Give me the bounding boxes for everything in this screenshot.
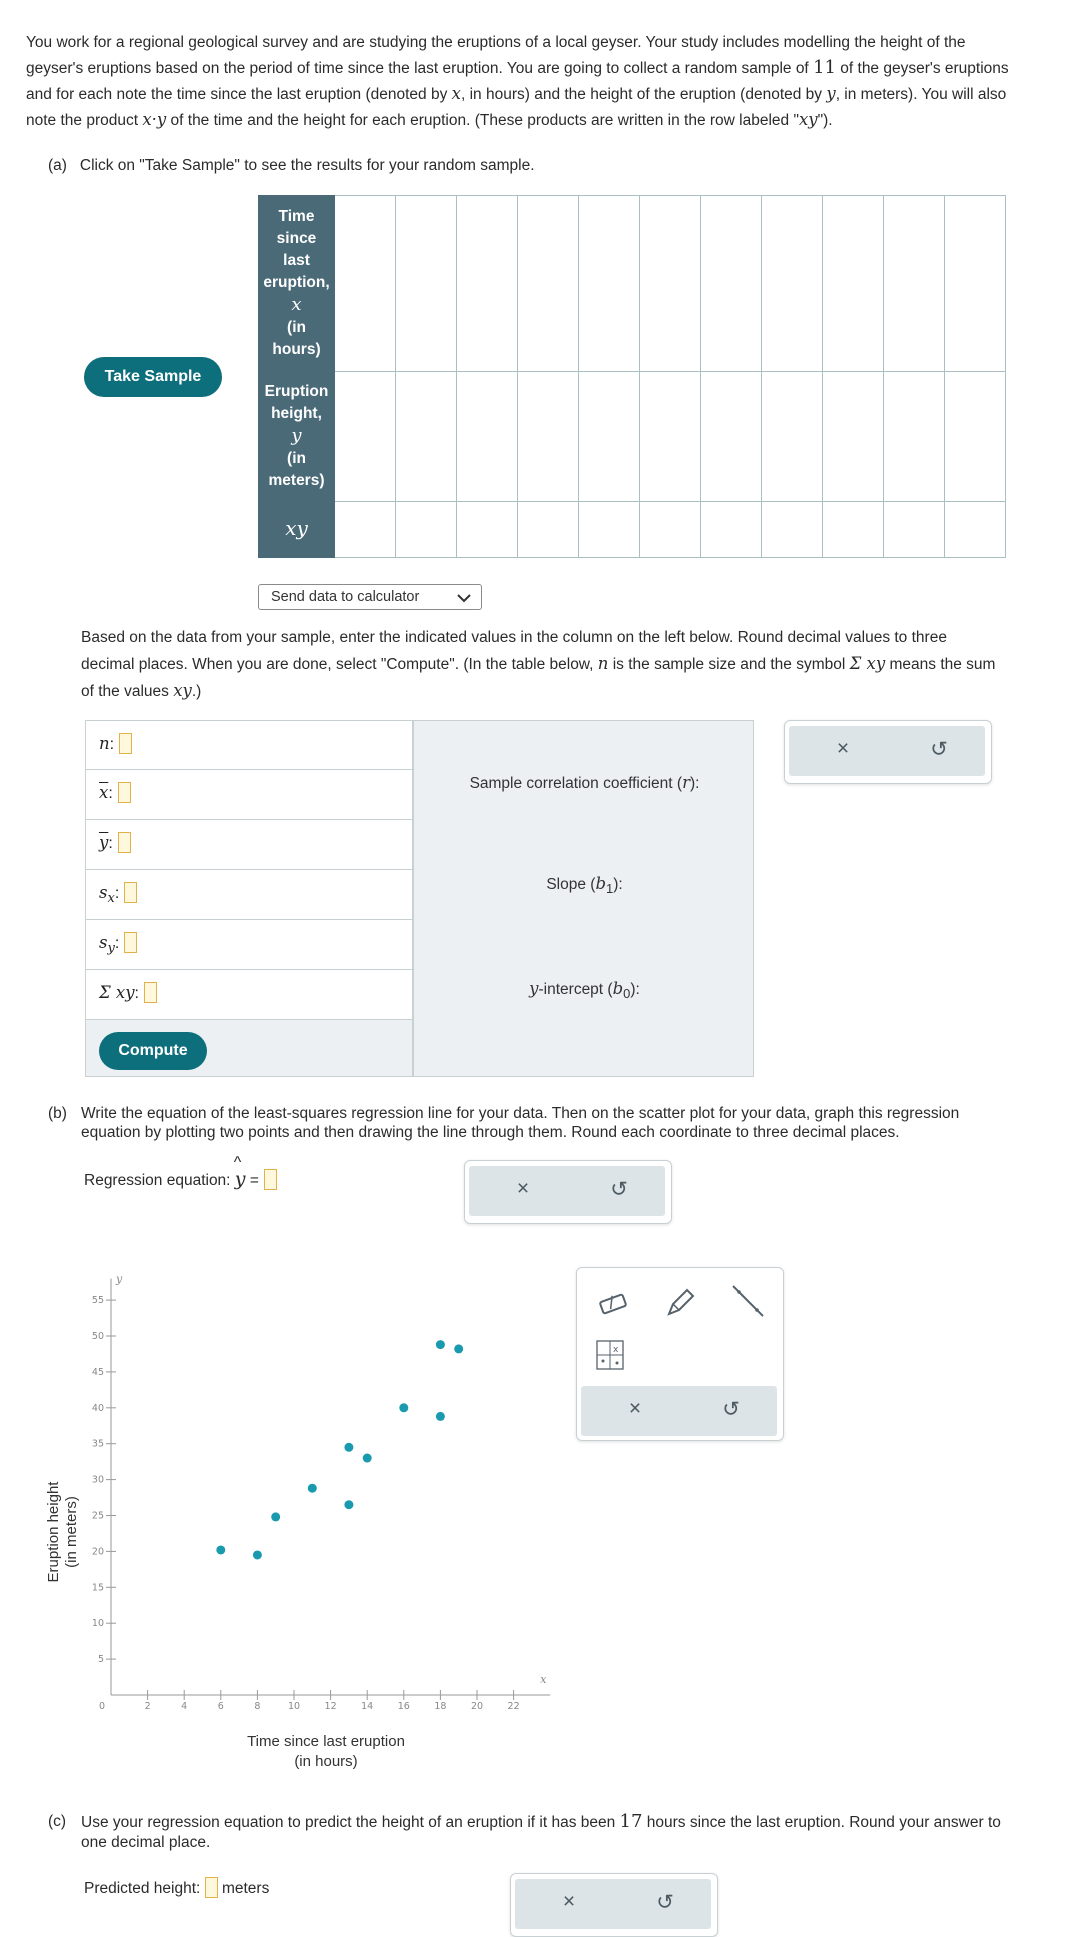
- data-point: [344, 1443, 353, 1452]
- sx-input[interactable]: [124, 882, 137, 903]
- data-cell: [579, 372, 640, 502]
- data-cell: [335, 502, 396, 558]
- data-cell: [518, 372, 579, 502]
- data-cell: [518, 196, 579, 372]
- data-cell: [396, 502, 457, 558]
- problem-intro: You work for a regional geological survey and are studying the eruptions of a local geyser. Your study includes modelling the height of the geyser's eruptions based on the period of time since the last eruption. You are going to collect a random sample of 11 of the geyser's eruptions and for each note the time since the last eruption (denoted by x, in hours) and the height of the eruption (denoted by y, in meters). You will also note the product x·y of the time and the height for each eruption. (These products are written in the row labeled "xy").: [26, 34, 1009, 129]
- data-cell: [884, 372, 945, 502]
- part-c-toolbar: [510, 1873, 718, 1937]
- results-panel: [413, 720, 754, 1077]
- scatter-plot[interactable]: [0, 1250, 580, 1780]
- data-cell: [457, 372, 518, 502]
- part-b-instruction: (b) Write the equation of the least-squares regression line for your data. Then on the scatter plot for your data, graph this regression equation by plotting two points and then drawing the line through them. Round each coordinate to three decimal places.: [48, 1105, 960, 1141]
- chevron-down-icon: [457, 593, 471, 603]
- intercept-label: y-intercept $(b_0)$:: [529, 979, 640, 1002]
- pencil-icon[interactable]: [669, 1290, 693, 1314]
- origin-label: 0: [98, 1701, 106, 1712]
- data-point: [271, 1512, 280, 1521]
- part-c-instruction: (c) Use your regression equation to predict the height of an eruption if it has been 17 hours since the last eruption. Round your answer to one decimal place.: [48, 1811, 1001, 1851]
- sample-data-table: [258, 195, 1006, 558]
- data-cell: [823, 196, 884, 372]
- x-tick-label: 2: [144, 1701, 151, 1712]
- x-tick-label: 10: [287, 1701, 301, 1712]
- time-row-header: Time since last eruption, x (in hours): [259, 196, 335, 372]
- data-cell: [701, 196, 762, 372]
- sample-size-value: 11: [813, 57, 836, 78]
- data-cell: [884, 502, 945, 558]
- data-cell: [762, 196, 823, 372]
- undo-icon[interactable]: ↺: [656, 1891, 674, 1914]
- data-point: [436, 1412, 445, 1421]
- point-grid-icon[interactable]: [597, 1341, 623, 1369]
- x-tick-label: 12: [324, 1701, 337, 1712]
- data-cell: [640, 196, 701, 372]
- part-b-toolbar: [464, 1160, 672, 1224]
- clear-icon[interactable]: ×: [562, 1890, 576, 1913]
- send-data-select[interactable]: Send data to calculator: [258, 584, 482, 610]
- predicted-height-input[interactable]: [205, 1877, 218, 1898]
- data-cell: [701, 372, 762, 502]
- sumxy-input[interactable]: [144, 982, 157, 1003]
- y-axis-title-line2: (in meters): [63, 1496, 80, 1568]
- data-point: [308, 1484, 317, 1493]
- data-cell: [823, 502, 884, 558]
- data-point: [399, 1403, 408, 1412]
- ybar-input[interactable]: [118, 832, 131, 853]
- data-point: [344, 1500, 353, 1509]
- x-tick-label: 18: [434, 1701, 447, 1712]
- x-tick-label: 22: [507, 1701, 520, 1712]
- data-point: [363, 1454, 372, 1463]
- y-tick-label: 10: [91, 1618, 104, 1630]
- statistics-inputs: [85, 720, 413, 1077]
- y-tick-label: 5: [97, 1654, 104, 1666]
- data-cell: [335, 196, 396, 372]
- y-tick-label: 15: [91, 1582, 104, 1594]
- clear-icon[interactable]: ×: [516, 1177, 530, 1200]
- x-tick-label: 20: [470, 1701, 484, 1712]
- predicted-height: Predicted height: meters: [84, 1877, 269, 1898]
- x-axis-title-line2: (in hours): [294, 1753, 358, 1770]
- x-tick-label: 6: [217, 1701, 224, 1712]
- clear-icon[interactable]: ×: [628, 1397, 642, 1420]
- sx-cell: $s_x$:: [85, 870, 413, 920]
- data-cell: [396, 372, 457, 502]
- undo-icon[interactable]: ↺: [930, 738, 948, 761]
- sumxy-cell: Σ xy:: [85, 970, 413, 1020]
- data-point: [436, 1340, 445, 1349]
- undo-icon[interactable]: ↺: [610, 1178, 628, 1201]
- based-on-data-text: Based on the data from your sample, enter the indicated values in the column on the left below. Round decimal values to three decimal places. When you are done, select "Compute". (In the table below, n is the sample size and the symbol Σ xy means the sum of the values xy.): [81, 629, 996, 700]
- x-tick-label: 16: [397, 1701, 410, 1712]
- data-cell: [579, 196, 640, 372]
- y-tick-label: 45: [91, 1366, 104, 1378]
- data-cell: [762, 502, 823, 558]
- data-point: [216, 1545, 225, 1554]
- data-point: [454, 1344, 463, 1353]
- height-row-header: Eruption height, y (in meters): [259, 372, 335, 502]
- y-axis-variable: y: [116, 1272, 123, 1286]
- data-cell: [518, 502, 579, 558]
- y-tick-label: 35: [91, 1438, 104, 1450]
- x-tick-label: 4: [181, 1701, 188, 1712]
- y-tick-label: 40: [91, 1402, 104, 1414]
- y-tick-label: 20: [91, 1546, 104, 1558]
- xbar-input[interactable]: [118, 782, 131, 803]
- y-axis-title-line1: Eruption height: [45, 1481, 62, 1583]
- regression-equation-input[interactable]: [264, 1169, 277, 1190]
- data-point: [253, 1550, 262, 1559]
- data-cell: [945, 372, 1006, 502]
- graph-tools-panel: [576, 1267, 784, 1441]
- data-cell: [457, 196, 518, 372]
- data-cell: [762, 372, 823, 502]
- x-tick-label: 14: [361, 1701, 374, 1712]
- correlation-label: Sample correlation coefficient (r):: [469, 773, 700, 792]
- take-sample-button[interactable]: Take Sample: [84, 357, 222, 397]
- data-cell: [335, 372, 396, 502]
- sy-input[interactable]: [124, 932, 137, 953]
- clear-icon[interactable]: ×: [836, 737, 850, 760]
- sy-cell: $s_y$:: [85, 920, 413, 970]
- x-tick-label: 8: [254, 1701, 261, 1712]
- data-cell: [579, 502, 640, 558]
- y-tick-label: 50: [91, 1331, 104, 1342]
- compute-button[interactable]: Compute: [99, 1032, 207, 1070]
- n-cell: n:: [85, 720, 413, 770]
- data-cell: [945, 502, 1006, 558]
- x-axis-variable: x: [540, 1673, 547, 1686]
- ybar-cell: $\overline{y}$:: [85, 820, 413, 870]
- x-axis-title-line1: Time since last eruption: [247, 1733, 405, 1750]
- data-cell: [823, 372, 884, 502]
- time-row: [259, 196, 1006, 372]
- y-tick-label: 25: [91, 1510, 104, 1522]
- xbar-cell: $\overline{x}$:: [85, 770, 413, 820]
- regression-equation: Regression equation: y ^ =: [84, 1168, 277, 1190]
- slope-label: Slope $(b_1)$:: [546, 874, 623, 897]
- line-tool-icon[interactable]: [733, 1286, 763, 1316]
- data-cell: [640, 372, 701, 502]
- compute-cell: [85, 1020, 413, 1077]
- xy-row-header: xy: [259, 502, 335, 558]
- data-cell: [457, 502, 518, 558]
- data-cell: [640, 502, 701, 558]
- data-cell: [396, 196, 457, 372]
- undo-icon[interactable]: ↺: [722, 1398, 740, 1421]
- data-cell: [945, 196, 1006, 372]
- data-cell: [884, 196, 945, 372]
- svg-text:x: x: [613, 1345, 619, 1355]
- xy-row: [259, 502, 1006, 558]
- part-a-instruction: (a) Click on "Take Sample" to see the results for your random sample.: [48, 157, 535, 174]
- y-tick-label: 30: [91, 1474, 104, 1486]
- height-row: [259, 372, 1006, 502]
- data-cell: [701, 502, 762, 558]
- eraser-icon[interactable]: [600, 1294, 627, 1313]
- y-tick-label: 55: [91, 1295, 104, 1307]
- n-input[interactable]: [119, 733, 132, 754]
- part-a-toolbar: [784, 720, 992, 784]
